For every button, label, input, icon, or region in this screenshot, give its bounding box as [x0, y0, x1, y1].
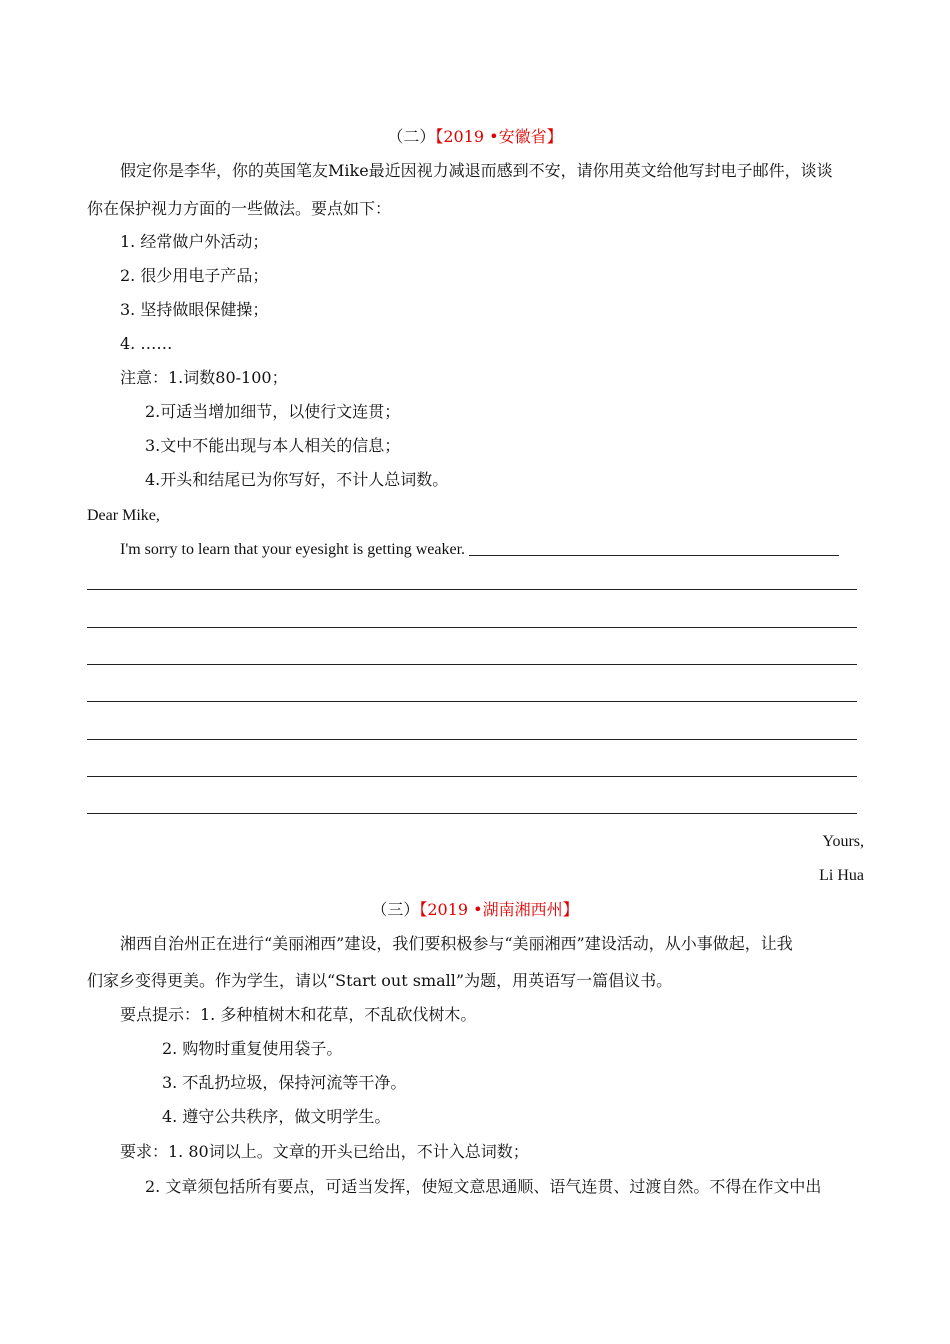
answer-line[interactable]	[87, 739, 857, 740]
answer-line[interactable]	[87, 664, 857, 665]
point-item: 3. 坚持做眼保健操；	[120, 300, 269, 319]
section-3-source: 【2019 •湖南湘西州】	[419, 900, 579, 919]
answer-line[interactable]	[87, 627, 857, 628]
requirement-item: 要求：1. 80词以上。文章的开头已给出，不计入总词数；	[120, 1142, 529, 1161]
answer-blank[interactable]	[469, 555, 839, 556]
requirement-item: 2. 文章须包括所有要点，可适当发挥，使短文意思通顺、语气连贯、过渡自然。不得在作文中出	[145, 1177, 822, 1196]
answer-line[interactable]	[87, 776, 857, 777]
point-item: 4. ……	[120, 334, 173, 353]
tip-item: 3. 不乱扔垃圾，保持河流等干净。	[162, 1073, 407, 1092]
signature: Li Hua	[819, 867, 864, 884]
answer-line[interactable]	[87, 589, 857, 590]
point-item: 2. 很少用电子产品；	[120, 266, 269, 285]
note-item: 4.开头和结尾已为你写好，不计人总词数。	[145, 470, 449, 489]
section-3-number: （三）	[371, 900, 420, 919]
opening-line	[120, 540, 839, 560]
tip-item: 4. 遵守公共秩序，做文明学生。	[162, 1107, 391, 1126]
tip-item: 2. 购物时重复使用袋子。	[162, 1039, 343, 1058]
point-item: 1. 经常做户外活动；	[120, 232, 269, 251]
note-item: 2.可适当增加细节，以使行文连贯；	[145, 402, 401, 421]
answer-line[interactable]	[87, 813, 857, 814]
salutation: Dear Mike,	[87, 507, 160, 524]
section-3-heading	[0, 900, 950, 920]
section-3-prompt-line1: 湘西自治州正在进行“美丽湘西”建设，我们要积极参与“美丽湘西”建设活动，从小事做起，让我	[120, 934, 793, 953]
note-item: 3.文中不能出现与本人相关的信息；	[145, 436, 401, 455]
section-2-prompt-line1: 假定你是李华，你的英国笔友Mike最近因视力减退而感到不安，请你用英文给他写封电子邮件，谈谈	[120, 161, 833, 180]
section-2-prompt-line2: 你在保护视力方面的一些做法。要点如下：	[87, 199, 392, 218]
opening-sentence: I'm sorry to learn that your eyesight is getting weaker.	[120, 541, 466, 558]
section-2-heading	[0, 127, 950, 147]
answer-line[interactable]	[87, 701, 857, 702]
section-2-number: （二）	[387, 127, 436, 146]
note-item: 注意：1.词数80-100；	[120, 368, 288, 387]
tip-item: 要点提示：1. 多种植树木和花草，不乱砍伐树木。	[120, 1005, 477, 1024]
section-2-source: 【2019 •安徽省】	[435, 127, 563, 146]
section-3-prompt-line2: 们家乡变得更美。作为学生，请以“Start out small”为题，用英语写一篇倡议书。	[87, 971, 673, 990]
closing: Yours,	[822, 833, 864, 850]
